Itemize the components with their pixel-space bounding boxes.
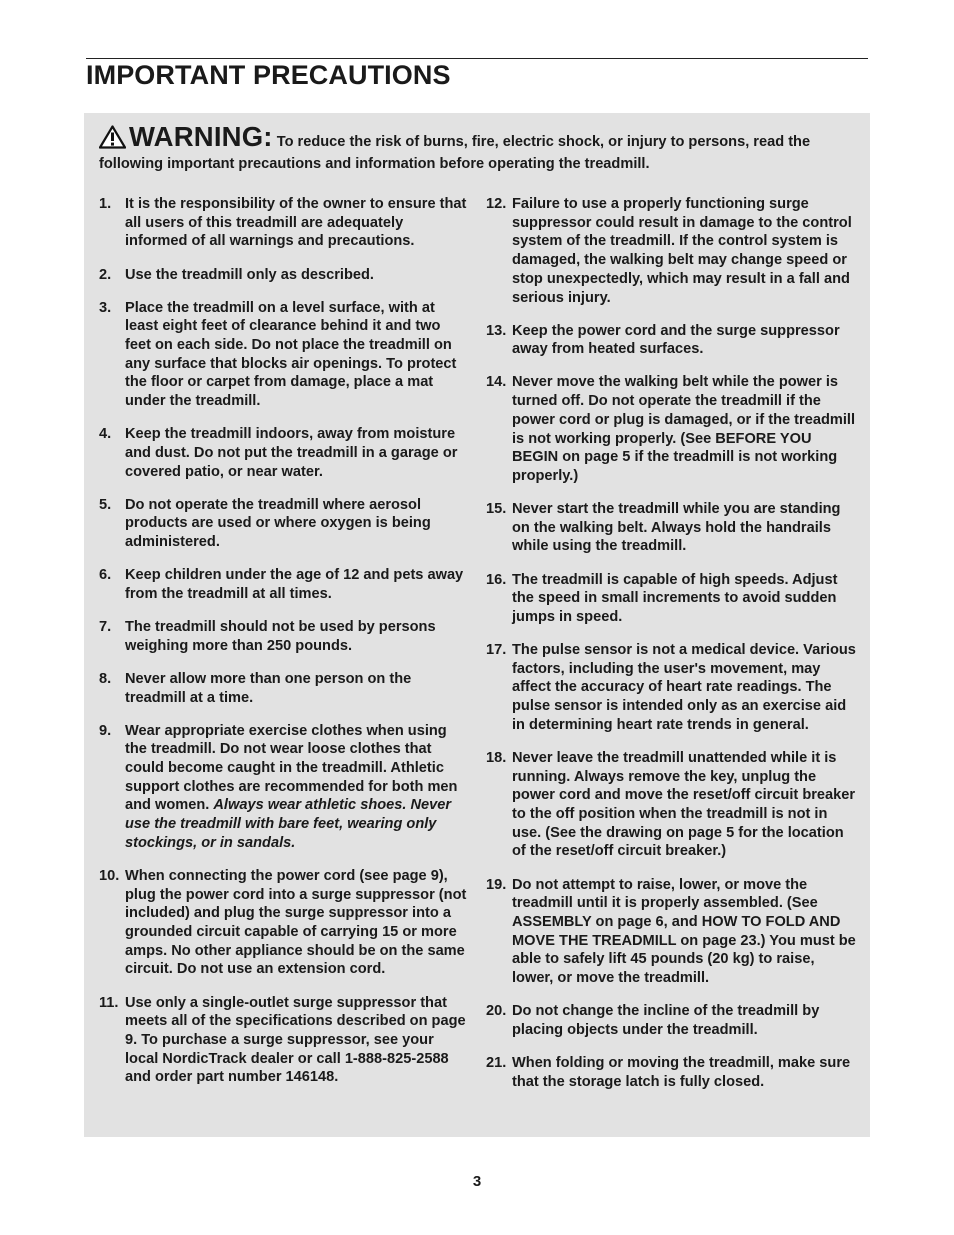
- precaution-text-body: Never move the walking belt while the power is turned off. Do not operate the treadmill if the power cord or plug is damaged, or if the treadmill is not working properly. (See BEFORE YOU BEGIN on page 5 if the treadmill is not working properly.): [512, 374, 856, 484]
- precaution-number: 1.: [99, 196, 112, 212]
- precaution-text: [125, 425, 469, 481]
- precaution-number: 17.: [486, 642, 507, 659]
- precaution-text-body: When connecting the power cord (see page 9), plug the power cord into a surge suppressor (not included) and plug the surge suppressor into a grounded circuit capable of carrying 15 or more amps. No other appliance should be on the same circuit. Do not use an extension cord.: [125, 867, 467, 978]
- header-rule: [86, 58, 868, 59]
- precaution-number: 10.: [99, 867, 120, 884]
- precaution-text-body: The treadmill should not be used by persons weighing more than 250 pounds.: [125, 619, 436, 654]
- precaution-emphasis: Always wear athletic shoes. Never use the treadmill with bare feet, wearing only stockings, or in sandals.: [125, 797, 452, 851]
- precaution-text: [125, 867, 469, 979]
- precaution-text-body: Use only a single-outlet surge suppressor that meets all of the specifications described on page 9. To purchase a surge suppressor, see your local NordicTrack dealer or call 1-888-825-2588 and order part number 146148.: [125, 994, 466, 1086]
- precaution-number: 5.: [99, 496, 112, 513]
- precaution-item: [486, 500, 858, 556]
- precaution-text-body: Do not operate the treadmill where aerosol products are used or where oxygen is being administered.: [125, 496, 431, 551]
- precaution-text: [125, 266, 469, 285]
- precaution-text-body: Failure to use a properly functioning surge suppressor could result in damage to the control system of the treadmill. If the control system is damaged, the walking belt may change speed or stop unexpectedly, which may result in a fall and serious injury.: [512, 196, 852, 306]
- precaution-item: [99, 994, 469, 1088]
- precaution-number: 7.: [99, 619, 112, 635]
- precaution-text: [125, 566, 469, 603]
- precaution-text-body: Keep children under the age of 12 and pets away from the treadmill at all times.: [125, 567, 464, 602]
- precaution-item: [486, 1054, 858, 1091]
- precaution-number: 18.: [486, 749, 507, 766]
- precaution-number: 20.: [486, 1003, 507, 1020]
- precaution-item: [486, 876, 858, 988]
- precaution-text-body: It is the responsibility of the owner to ensure that all users of this treadmill are adequately informed of all warnings and precautions.: [125, 196, 467, 250]
- precaution-number: 12.: [486, 196, 507, 212]
- precaution-text: [512, 322, 858, 359]
- precaution-text: [512, 876, 858, 988]
- precaution-item: [99, 496, 469, 552]
- precaution-number: 6.: [99, 567, 112, 584]
- precaution-text-body: When folding or moving the treadmill, make sure that the storage latch is fully closed.: [512, 1054, 851, 1090]
- precaution-text: [125, 722, 469, 853]
- precautions-left-column: [99, 195, 469, 1101]
- precaution-item: [486, 571, 858, 627]
- precaution-text-body: Use the treadmill only as described.: [125, 266, 374, 283]
- precaution-item: [99, 722, 469, 853]
- precaution-item: [486, 373, 858, 485]
- precaution-item: [486, 749, 858, 861]
- precaution-text: [512, 749, 858, 861]
- precautions-panel: [84, 113, 870, 1137]
- precaution-item: [99, 867, 469, 979]
- precaution-number: 9.: [99, 722, 112, 739]
- precaution-text: [512, 641, 858, 735]
- precaution-number: 15.: [486, 501, 507, 518]
- warning-triangle-icon: [99, 125, 126, 155]
- precaution-item: [486, 195, 858, 307]
- precaution-item: [99, 566, 469, 603]
- precaution-text: [125, 994, 469, 1088]
- precaution-item: [99, 299, 469, 411]
- precaution-item: [99, 425, 469, 481]
- warning-text: To reduce the risk of burns, fire, electric shock, or injury to persons, read the following important precautions and information before operating the treadmill.: [99, 134, 811, 172]
- precaution-text: [125, 618, 469, 655]
- precaution-text-body: The pulse sensor is not a medical device. Various factors, including the user's movement, may affect the accuracy of heart rate readings. The pulse sensor is intended only as an exercise aid in determining heart rate trends in general.: [512, 642, 856, 733]
- precaution-number: 19.: [486, 876, 507, 893]
- precaution-item: [99, 618, 469, 655]
- precaution-number: 21.: [486, 1054, 507, 1071]
- precaution-number: 16.: [486, 571, 507, 588]
- precaution-text-body: Never allow more than one person on the treadmill at a time.: [125, 670, 412, 706]
- precaution-text-body: Keep the power cord and the surge suppressor away from heated surfaces.: [512, 322, 840, 358]
- precaution-text: [125, 670, 469, 707]
- precaution-number: 3.: [99, 299, 112, 316]
- precaution-number: 14.: [486, 374, 507, 391]
- precaution-text-body: Do not attempt to raise, lower, or move the treadmill until it is properly assembled. (See ASSEMBLY on page 6, and HOW TO FOLD AND MOVE THE TREADMILL on page 23.) You must be able to safely lift 45 pounds (20 kg) to raise, lower, or move the treadmill.: [512, 876, 856, 987]
- precaution-text: [125, 496, 469, 552]
- precaution-item: [99, 195, 469, 251]
- precaution-text-body: Do not change the incline of the treadmill by placing objects under the treadmill.: [512, 1003, 820, 1038]
- precaution-item: [486, 1002, 858, 1039]
- precaution-text: [125, 195, 469, 251]
- precaution-item: [486, 641, 858, 735]
- precaution-item: [486, 322, 858, 359]
- precaution-text: [512, 571, 858, 627]
- precautions-right-column: [486, 195, 858, 1106]
- precaution-item: [99, 266, 469, 285]
- precaution-number: 11.: [99, 994, 119, 1011]
- precaution-text: [125, 299, 469, 411]
- page-number: 3: [472, 1173, 482, 1190]
- page-title: IMPORTANT PRECAUTIONS: [86, 60, 451, 90]
- precaution-text: [512, 373, 858, 485]
- precaution-text: [512, 1002, 858, 1039]
- precaution-text-body: Keep the treadmill indoors, away from moisture and dust. Do not put the treadmill in a garage or covered patio, or near water.: [125, 426, 458, 480]
- precaution-text-body: Never leave the treadmill unattended while it is running. Always remove the key, unplug the power cord and move the reset/off circuit breaker to the off position when the treadmill is not in use. (See the drawing on page 5 for the location of the reset/off circuit breaker.): [512, 749, 856, 860]
- precaution-text-body: Wear appropriate exercise clothes when using the treadmill. Do not wear loose clothes that could become caught in the treadmill. Athletic support clothes are recommended for both men and women.: [125, 722, 458, 814]
- precaution-text-body: Never start the treadmill while you are standing on the walking belt. Always hold the handrails while using the treadmill.: [512, 501, 841, 555]
- precaution-number: 8.: [99, 670, 112, 687]
- warning-label: WARNING:: [129, 121, 273, 152]
- precaution-item: [99, 670, 469, 707]
- precaution-number: 2.: [99, 266, 112, 283]
- precaution-text: [512, 195, 858, 307]
- precaution-number: 13.: [486, 322, 507, 339]
- precaution-text-body: Place the treadmill on a level surface, with at least eight feet of clearance behind it and two feet on each side. Do not place the treadmill on any surface that blocks air openings. To protect the floor or carpet from damage, place a mat under the treadmill.: [125, 299, 457, 410]
- precaution-text: [512, 500, 858, 556]
- precaution-number: 4.: [99, 426, 112, 443]
- warning-statement: [99, 121, 859, 174]
- precaution-text: [512, 1054, 858, 1091]
- precaution-text-body: The treadmill is capable of high speeds. Adjust the speed in small increments to avoid sudden jumps in speed.: [512, 571, 838, 625]
